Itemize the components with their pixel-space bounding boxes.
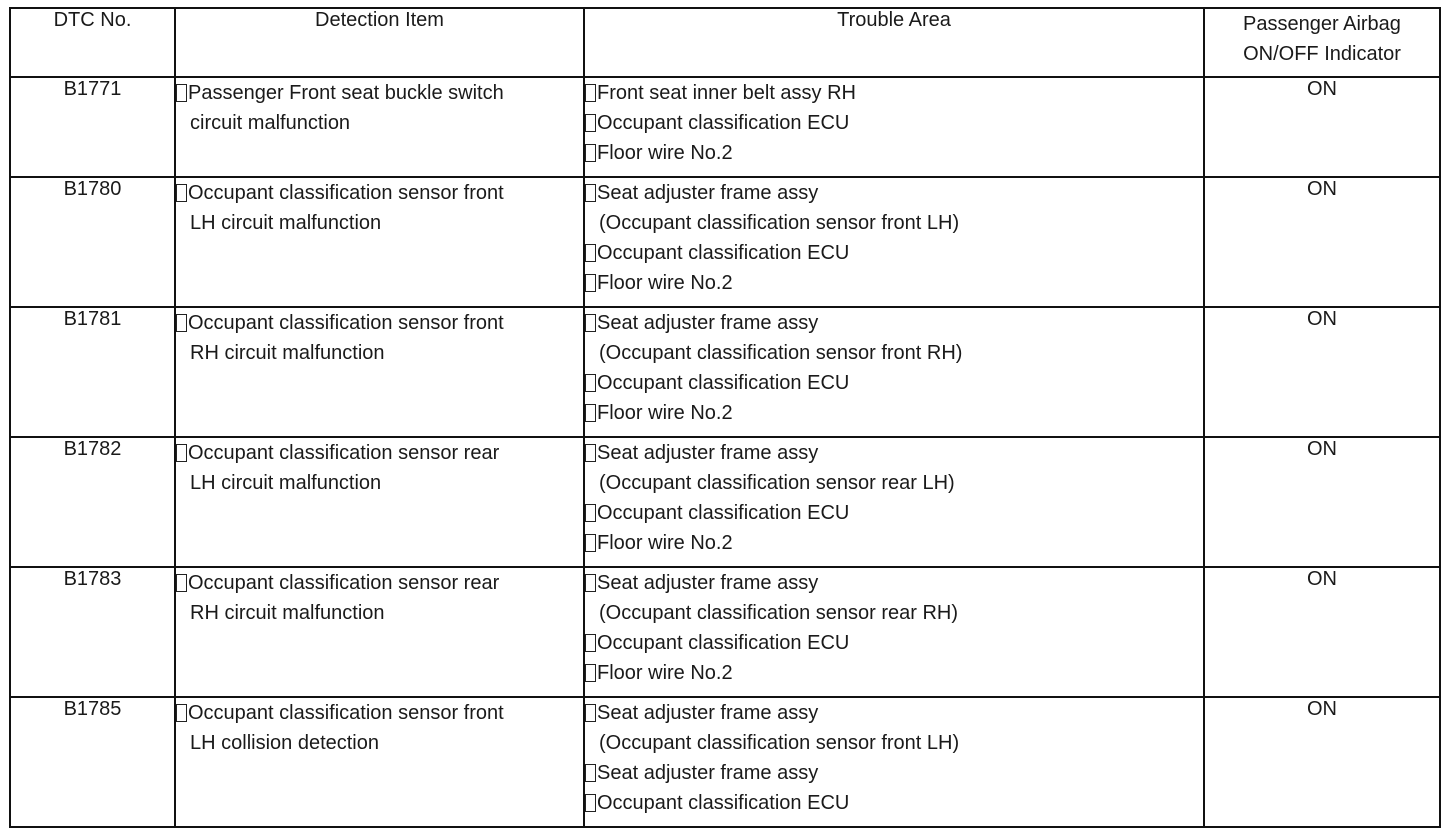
detection-line: circuit malfunction	[190, 112, 351, 134]
dtc-table	[9, 7, 1441, 828]
bullet-icon	[585, 634, 596, 652]
trouble-line: Seat adjuster frame assy	[585, 758, 1203, 788]
trouble-line: (Occupant classification sensor front RH)	[599, 342, 963, 364]
detection-line: Occupant classification sensor front	[176, 698, 583, 728]
detection-item-cell	[175, 177, 584, 307]
trouble-area-cell	[584, 77, 1204, 177]
trouble-line: Seat adjuster frame assy	[585, 568, 1203, 598]
bullet-icon	[585, 184, 596, 202]
bullet-icon	[585, 704, 596, 722]
trouble-line: Floor wire No.2	[585, 268, 1203, 298]
trouble-line: Occupant classification ECU	[585, 628, 1203, 658]
detection-line: Occupant classification sensor rear	[176, 438, 583, 468]
trouble-area-cell	[584, 307, 1204, 437]
trouble-area-cell	[584, 567, 1204, 697]
trouble-line: Occupant classification ECU	[585, 108, 1203, 138]
bullet-icon	[585, 404, 596, 422]
indicator-cell: ON	[1204, 77, 1440, 177]
trouble-line: Seat adjuster frame assy	[585, 698, 1203, 728]
header-dtc-no: DTC No.	[10, 8, 175, 77]
trouble-line: (Occupant classification sensor front LH)	[599, 732, 960, 754]
trouble-line: Seat adjuster frame assy	[585, 178, 1203, 208]
indicator-cell: ON	[1204, 177, 1440, 307]
detection-item-cell	[175, 697, 584, 827]
header-indicator	[1204, 8, 1440, 77]
trouble-line: Occupant classification ECU	[585, 498, 1203, 528]
trouble-line: Front seat inner belt assy RH	[585, 78, 1203, 108]
trouble-line: Floor wire No.2	[585, 138, 1203, 168]
trouble-line: Floor wire No.2	[585, 528, 1203, 558]
detection-line: Occupant classification sensor front	[176, 308, 583, 338]
trouble-area-cell	[584, 437, 1204, 567]
indicator-cell: ON	[1204, 437, 1440, 567]
detection-line: RH circuit malfunction	[190, 602, 385, 624]
detection-line: Passenger Front seat buckle switch	[176, 78, 583, 108]
bullet-icon	[176, 444, 187, 462]
dtc-code-cell: B1781	[10, 307, 175, 437]
bullet-icon	[585, 244, 596, 262]
table-row	[10, 437, 1440, 567]
bullet-icon	[585, 84, 596, 102]
trouble-line: (Occupant classification sensor rear RH)	[599, 602, 959, 624]
detection-line: Occupant classification sensor rear	[176, 568, 583, 598]
bullet-icon	[585, 534, 596, 552]
trouble-line: Occupant classification ECU	[585, 788, 1203, 818]
bullet-icon	[176, 184, 187, 202]
trouble-line: (Occupant classification sensor front LH)	[599, 212, 960, 234]
trouble-line: Seat adjuster frame assy	[585, 308, 1203, 338]
bullet-icon	[176, 574, 187, 592]
trouble-line: Floor wire No.2	[585, 658, 1203, 688]
bullet-icon	[585, 114, 596, 132]
dtc-code-cell: B1783	[10, 567, 175, 697]
header-indicator-line1: Passenger Airbag	[1243, 13, 1401, 35]
detection-line: LH circuit malfunction	[190, 212, 382, 234]
detection-item-cell	[175, 437, 584, 567]
detection-line: Occupant classification sensor front	[176, 178, 583, 208]
bullet-icon	[585, 764, 596, 782]
indicator-cell: ON	[1204, 567, 1440, 697]
detection-item-cell	[175, 567, 584, 697]
dtc-code-cell: B1780	[10, 177, 175, 307]
bullet-icon	[585, 574, 596, 592]
trouble-area-cell	[584, 697, 1204, 827]
dtc-code-cell: B1785	[10, 697, 175, 827]
bullet-icon	[585, 664, 596, 682]
trouble-line: (Occupant classification sensor rear LH)	[599, 472, 955, 494]
table-row	[10, 307, 1440, 437]
indicator-cell: ON	[1204, 307, 1440, 437]
trouble-line: Occupant classification ECU	[585, 368, 1203, 398]
dtc-code-cell: B1771	[10, 77, 175, 177]
bullet-icon	[585, 504, 596, 522]
header-trouble-area: Trouble Area	[584, 8, 1204, 77]
bullet-icon	[176, 84, 187, 102]
bullet-icon	[585, 794, 596, 812]
detection-line: LH circuit malfunction	[190, 472, 382, 494]
trouble-line: Floor wire No.2	[585, 398, 1203, 428]
header-indicator-line2: ON/OFF Indicator	[1243, 43, 1401, 65]
bullet-icon	[176, 314, 187, 332]
bullet-icon	[176, 704, 187, 722]
bullet-icon	[585, 374, 596, 392]
bullet-icon	[585, 274, 596, 292]
bullet-icon	[585, 444, 596, 462]
table-row	[10, 177, 1440, 307]
bullet-icon	[585, 314, 596, 332]
table-row	[10, 697, 1440, 827]
detection-item-cell	[175, 77, 584, 177]
header-detection-item: Detection Item	[175, 8, 584, 77]
detection-line: RH circuit malfunction	[190, 342, 385, 364]
trouble-area-cell	[584, 177, 1204, 307]
header-row	[10, 8, 1440, 77]
table-row	[10, 77, 1440, 177]
bullet-icon	[585, 144, 596, 162]
detection-line: LH collision detection	[190, 732, 379, 754]
indicator-cell: ON	[1204, 697, 1440, 827]
detection-item-cell	[175, 307, 584, 437]
trouble-line: Seat adjuster frame assy	[585, 438, 1203, 468]
trouble-line: Occupant classification ECU	[585, 238, 1203, 268]
dtc-code-cell: B1782	[10, 437, 175, 567]
table-row	[10, 567, 1440, 697]
